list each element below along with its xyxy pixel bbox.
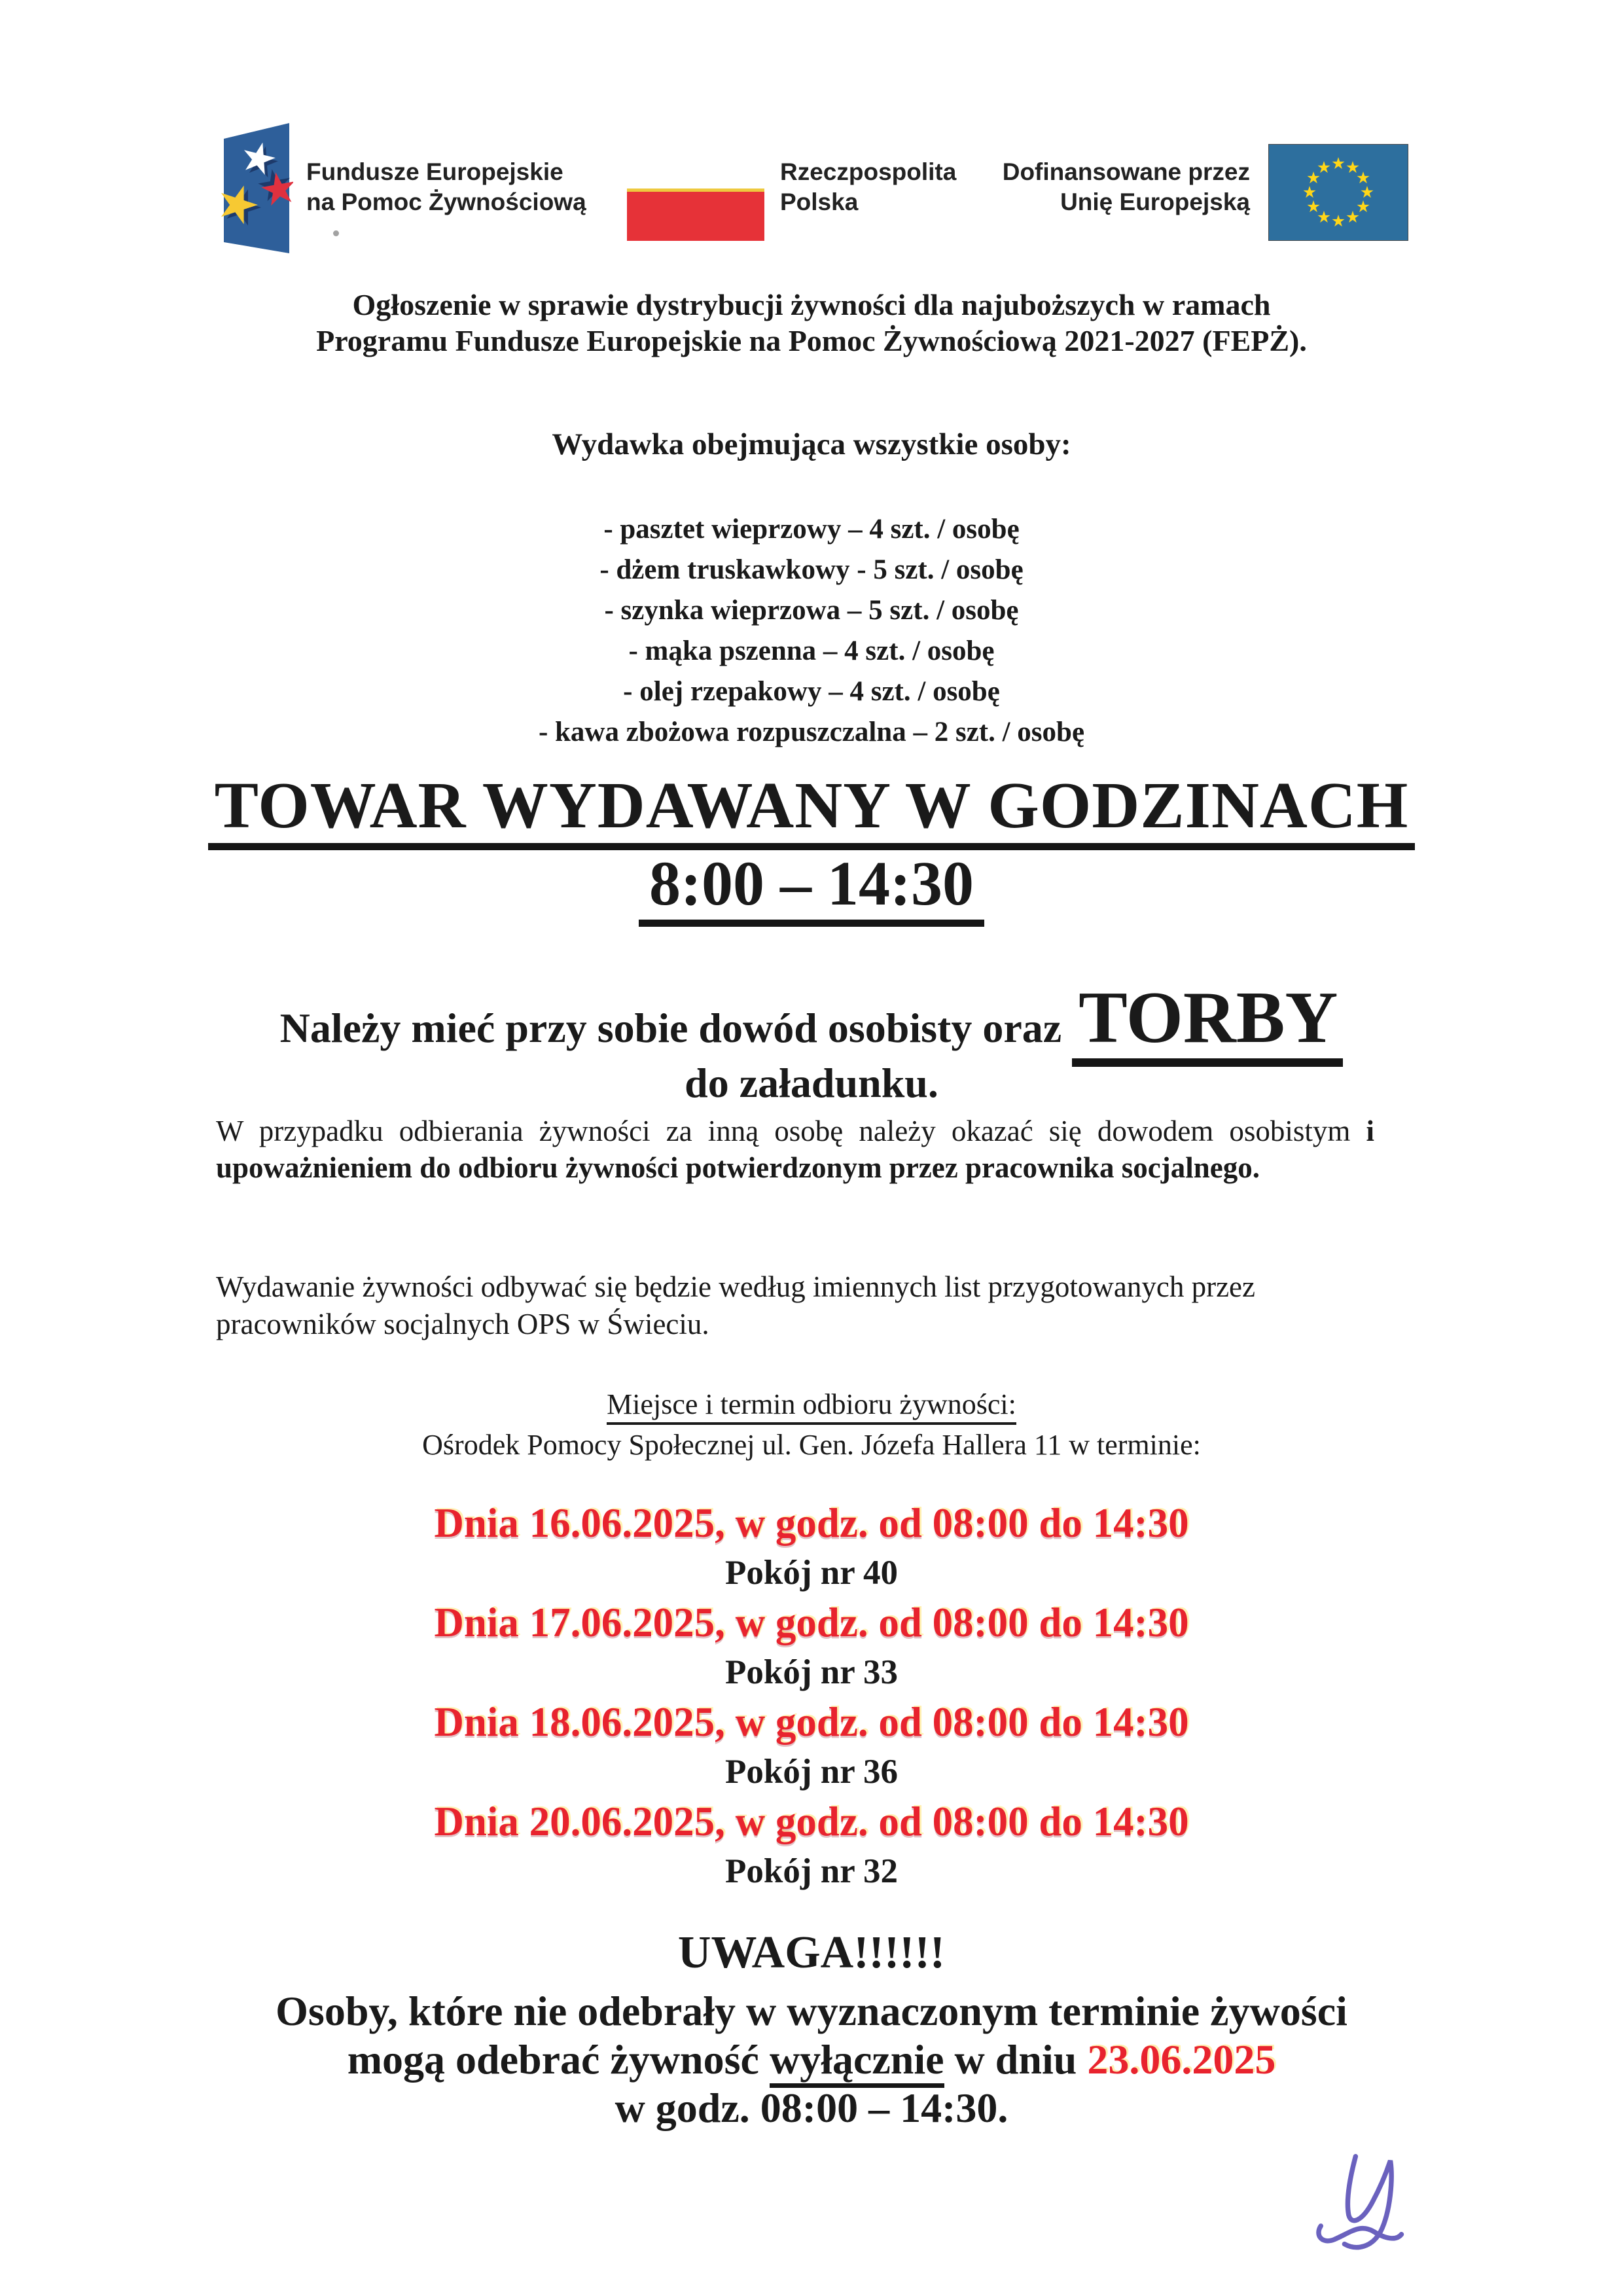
list-item: - mąka pszenna – 4 szt. / osobę bbox=[628, 636, 995, 666]
bags-emphasis: TORBY bbox=[1072, 977, 1343, 1067]
pickup-slot bbox=[79, 1498, 1544, 1597]
food-items-list bbox=[79, 509, 1544, 753]
eu-flag-icon bbox=[1268, 144, 1408, 241]
exclusively-underlined: wyłącznie bbox=[770, 2036, 944, 2088]
distribution-heading: Wydawka obejmująca wszystkie osoby: bbox=[552, 427, 1071, 461]
fe-logo-label bbox=[306, 157, 586, 217]
pickup-room: Pokój nr 36 bbox=[724, 1753, 899, 1791]
scan-artifact-dot bbox=[333, 230, 339, 236]
pickup-slot bbox=[79, 1597, 1544, 1696]
late-pickup-line3: w godz. 08:00 – 14:30. bbox=[615, 2085, 1008, 2131]
hours-banner-line1: TOWAR WYDAWANY W GODZINACH bbox=[79, 767, 1544, 843]
pickup-slot bbox=[79, 1696, 1544, 1796]
handwritten-signature bbox=[1304, 2148, 1421, 2259]
authorization-paragraph bbox=[216, 1113, 1374, 1186]
pickup-schedule bbox=[79, 1498, 1544, 1895]
poland-label bbox=[780, 157, 956, 217]
loading-line: do załadunku. bbox=[685, 1060, 938, 1106]
pickup-room: Pokój nr 33 bbox=[724, 1653, 899, 1691]
poland-label-line2: Polska bbox=[780, 188, 859, 215]
poland-flag-red-stripe bbox=[627, 188, 764, 241]
list-item: - pasztet wieprzowy – 4 szt. / osobę bbox=[603, 514, 1020, 545]
name-lists-paragraph: Wydawanie żywności odbywać się będzie według imiennych list przygotowanych przez pracowników socjalnych OPS w Świeciu. bbox=[216, 1270, 1256, 1340]
list-item: - dżem truskawkowy - 5 szt. / osobę bbox=[599, 554, 1024, 585]
id-and-bags-line bbox=[79, 979, 1544, 1067]
pickup-slot bbox=[79, 1796, 1544, 1895]
fe-logo-label-line1: Fundusze Europejskie bbox=[306, 158, 563, 185]
announcement-title-line2: Programu Fundusze Europejskie na Pomoc Żywnościową 2021-2027 (FEPŻ). bbox=[316, 324, 1307, 357]
pickup-date: Dnia 20.06.2025, w godz. od 08:00 do 14:30 bbox=[434, 1799, 1189, 1844]
poland-label-line1: Rzeczpospolita bbox=[780, 158, 957, 185]
fe-logo-label-line2: na Pomoc Żywnościową bbox=[306, 188, 586, 215]
eu-funding-label bbox=[949, 157, 1250, 217]
makeup-date: 23.06.2025 bbox=[1087, 2036, 1276, 2083]
late-pickup-line2: mogą odebrać żywność wyłącznie w dniu 23.06.2025 bbox=[79, 2036, 1544, 2084]
pickup-date: Dnia 16.06.2025, w godz. od 08:00 do 14:30 bbox=[434, 1500, 1189, 1546]
fundusze-europejskie-logo-icon bbox=[220, 122, 293, 255]
id-and-bags-prefix: Należy mieć przy sobie dowód osobisty oraz bbox=[279, 1005, 1073, 1051]
pickup-heading: Miejsce i termin odbioru żywności: bbox=[79, 1388, 1544, 1421]
attention-heading: UWAGA!!!!!! bbox=[677, 1928, 946, 1978]
pickup-room: Pokój nr 40 bbox=[724, 1554, 899, 1592]
announcement-title bbox=[79, 287, 1544, 359]
list-item: - szynka wieprzowa – 5 szt. / osobę bbox=[604, 595, 1019, 626]
list-item: - kawa zbożowa rozpuszczalna – 2 szt. / osobę bbox=[538, 717, 1085, 747]
pickup-room: Pokój nr 32 bbox=[724, 1852, 899, 1890]
eu-funding-label-line1: Dofinansowane przez bbox=[1002, 158, 1250, 185]
pickup-date: Dnia 17.06.2025, w godz. od 08:00 do 14:30 bbox=[434, 1600, 1189, 1645]
poland-flag-white-stripe bbox=[627, 137, 764, 188]
poland-flag-icon bbox=[627, 137, 764, 243]
late-pickup-line1: Osoby, które nie odebrały w wyznaczonym terminie żywości bbox=[276, 1988, 1347, 2034]
eu-funding-label-line2: Unię Europejską bbox=[1060, 188, 1250, 215]
authorization-paragraph-normal: W przypadku odbierania żywności za inną osobę należy okazać się dowodem osobistym bbox=[216, 1115, 1366, 1147]
list-item: - olej rzepakowy – 4 szt. / osobę bbox=[623, 676, 1000, 707]
late-pickup-notice bbox=[79, 1987, 1544, 2132]
announcement-title-line1: Ogłoszenie w sprawie dystrybucji żywności dla najuboższych w ramach bbox=[352, 288, 1271, 321]
pickup-address: Ośrodek Pomocy Społecznej ul. Gen. Józefa Hallera 11 w terminie: bbox=[422, 1429, 1201, 1461]
hours-banner-line2: 8:00 – 14:30 bbox=[79, 847, 1544, 920]
pickup-date: Dnia 18.06.2025, w godz. od 08:00 do 14:30 bbox=[434, 1699, 1189, 1745]
authorization-paragraph-bold: i upoważnieniem do odbioru żywności potwierdzonym przez pracownika socjalnego. bbox=[216, 1115, 1374, 1184]
